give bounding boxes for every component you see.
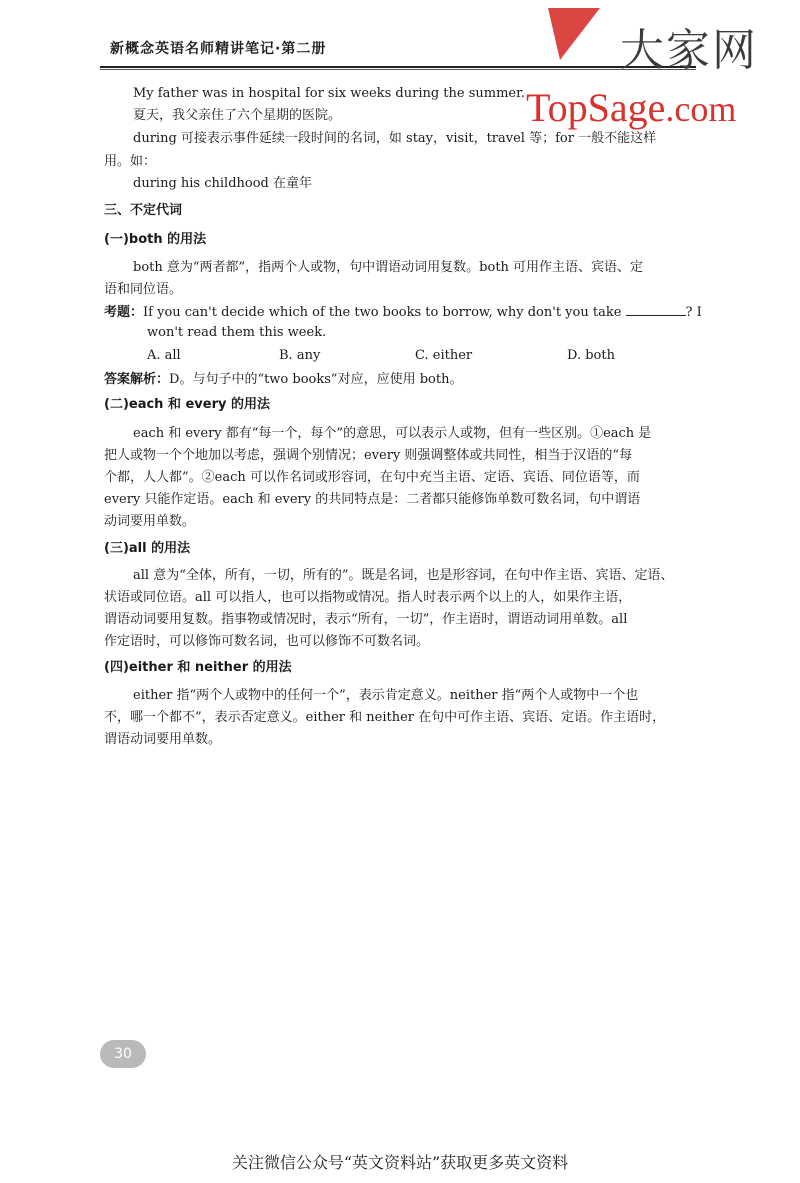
answer-label: 答案解析：: [104, 372, 170, 387]
paragraph-line: either 指“两个人或物中的任何一个”，表示肯定意义。neither 指“两个人或物中一个也: [133, 688, 639, 703]
example-sentence: My father was in hospital for six weeks during the summer.: [133, 86, 526, 101]
exam-question: 考题：If you can't decide which of the two books to borrow, why don't you take ? I: [104, 305, 702, 320]
example-translation: 夏天，我父亲住了六个星期的医院。: [133, 108, 342, 123]
subsection-heading-both: (一)both 的用法: [104, 232, 207, 247]
option-d: D. both: [567, 348, 615, 363]
subsection-heading-either-neither: (四)either 和 neither 的用法: [104, 660, 292, 675]
watermark-chinese: 大家网: [620, 25, 758, 76]
subsection-heading-each-every: (二)each 和 every 的用法: [104, 397, 271, 412]
watermark-triangle-icon: [540, 4, 610, 64]
paragraph-line: all 意为“全体，所有，一切，所有的”。既是名词，也是形容词，在句中作主语、宾语、定语、: [133, 568, 674, 583]
paragraph-line: 谓语动词要用单数。: [104, 732, 222, 747]
paragraph-line: during 可接表示事件延续一段时间的名词，如 stay，visit，travel 等；for 一般不能这样: [133, 131, 657, 146]
paragraph-line: each 和 every 都有“每一个，每个”的意思，可以表示人或物，但有一些区别。①each 是: [133, 426, 652, 441]
subsection-heading-all: (三)all 的用法: [104, 541, 191, 556]
paragraph-line: 用。如：: [104, 154, 157, 169]
watermark-brand: TopSage.com: [526, 85, 737, 130]
option-a: A. all: [147, 348, 181, 363]
paragraph-line: 动词要用单数。: [104, 514, 196, 529]
paragraph-line: 不，哪一个都不”，表示否定意义。either 和 neither 在句中可作主语、宾语、定语。作主语时，: [104, 710, 666, 725]
option-b: B. any: [279, 348, 321, 363]
paragraph-line: both 意为“两者都”，指两个人或物，句中谓语动词用复数。both 可用作主语、宾语、定: [133, 260, 644, 275]
answer-explanation: 答案解析：D。与句子中的“two books”对应，应使用 both。: [104, 372, 463, 387]
section-heading: 三、不定代词: [104, 203, 183, 218]
option-c: C. either: [415, 348, 473, 363]
exam-question-label: 考题：: [104, 305, 144, 320]
header-divider: [100, 66, 696, 68]
example-phrase: during his childhood 在童年: [133, 176, 312, 191]
paragraph-line: 谓语动词要用复数。指事物或情况时，表示“所有，一切”，作主语时，谓语动词用单数。all: [104, 612, 628, 627]
header-divider-thin: [100, 69, 696, 70]
page-number-badge: 30: [100, 1040, 146, 1068]
running-header-title: 新概念英语名师精讲笔记·第二册: [110, 41, 327, 57]
paragraph-line: 作定语时，可以修饰可数名词，也可以修饰不可数名词。: [104, 634, 430, 649]
paragraph-line: 把人或物一个个地加以考虑，强调个别情况；every 则强调整体或共同性，相当于汉语的“每: [104, 448, 633, 463]
exam-question-cont: won't read them this week.: [147, 325, 327, 340]
footer-note: 关注微信公众号“英文资料站”获取更多英文资料: [231, 1153, 569, 1172]
paragraph-line: 状语或同位语。all 可以指人，也可以指物或情况。指人时表示两个以上的人，如果作主语，: [104, 590, 632, 605]
paragraph-line: 个都，人人都”。②each 可以作名词或形容词，在句中充当主语、定语、宾语、同位语等，而: [104, 470, 640, 485]
answer-blank: [626, 303, 686, 316]
paragraph-line: every 只能作定语。each 和 every 的共同特点是：二者都只能修饰单数可数名词，句中谓语: [104, 492, 641, 507]
paragraph-line: 语和同位语。: [104, 282, 183, 297]
